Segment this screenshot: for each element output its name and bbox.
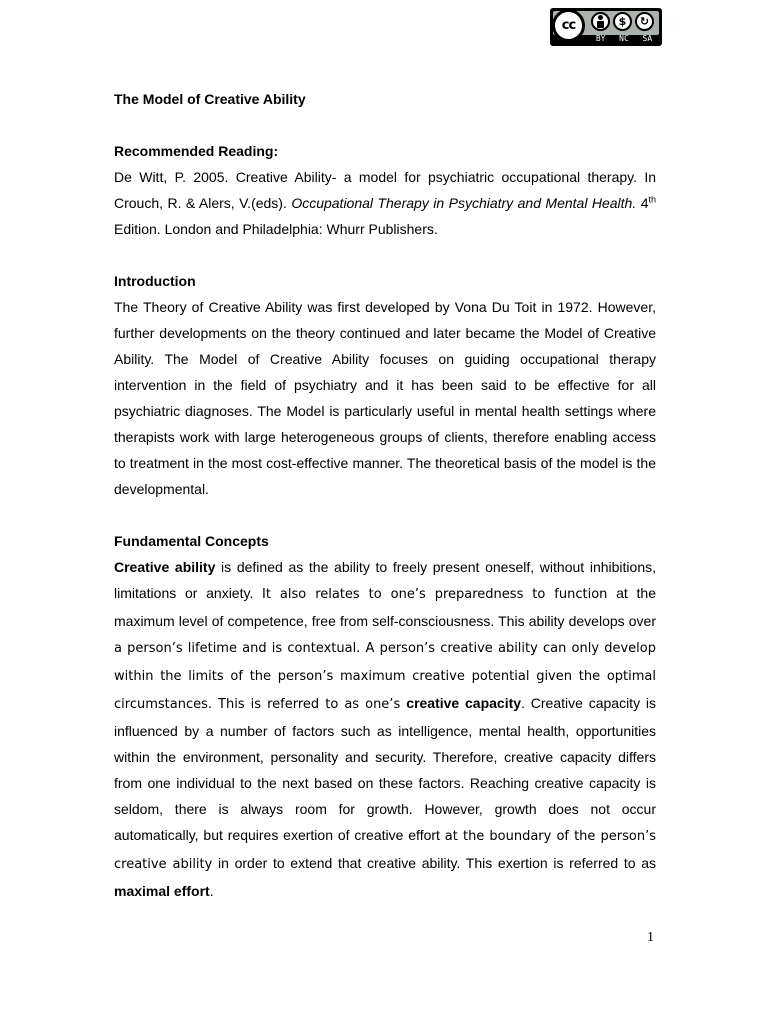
page-number: 1 xyxy=(647,930,654,945)
term-creative-capacity: creative capacity xyxy=(406,695,522,711)
fc-text2: at the maximum level of competence, free from self-consciousness. This ability develops over xyxy=(114,585,656,629)
reference-book-title: Occupational Therapy in Psychiatry and Mental Health. xyxy=(291,195,637,211)
badge-label-sa: SA xyxy=(642,34,653,43)
noncommercial-symbol: $ xyxy=(618,15,627,28)
noncommercial-icon xyxy=(613,12,632,31)
sharealike-icon xyxy=(635,12,654,31)
term-creative-ability: Creative ability xyxy=(114,559,216,575)
fc-text1b: It also relates to one’s preparedness to function xyxy=(262,587,608,602)
reference-edition: 4 xyxy=(636,195,649,211)
fc-text3: . Creative capacity is influenced by a number of factors such as intelligence, mental health, opportunities within the environment, personality and security. Therefore, creative capacity differs from one individual to the next based on these factors. Reaching creative capacity is seldom, there is always room for growth. However, growth does not occur automatically, but requires exertion of creative effort xyxy=(114,695,656,843)
fc-text5: . xyxy=(209,883,214,899)
term-maximal-effort: maximal effort xyxy=(114,883,210,899)
recommended-reading-heading: Recommended Reading: xyxy=(114,143,279,159)
document-title: The Model of Creative Ability xyxy=(114,91,306,107)
fc-text3b: at the boundary of the person’s creative ability xyxy=(114,829,656,872)
badge-label-nc: NC xyxy=(619,34,629,43)
badge-label-by: BY xyxy=(595,34,606,43)
fundamental-concepts-heading: Fundamental Concepts xyxy=(114,533,269,549)
fc-text4: in order to extend that creative ability. This exertion is referred to as xyxy=(212,855,656,871)
creative-commons-badge xyxy=(550,8,662,46)
attribution-head xyxy=(598,15,603,20)
reference-part1: De Witt, P. 2005. Creative Ability- a model for psychiatric occupational therapy. In Crouch, R. & Alers, V.(eds). xyxy=(114,169,656,211)
introduction-heading: Introduction xyxy=(114,273,196,289)
fundamental-concepts-paragraph xyxy=(114,554,656,904)
reference-paragraph xyxy=(114,164,656,242)
badge-labels xyxy=(589,33,659,44)
fc-text1: is defined as the ability to freely present oneself, without inhibitions, limitations or anxiety. xyxy=(114,559,656,601)
fc-text2b: a person’s lifetime and is contextual. A person’s creative ability can only develop within the limits of the person’s maximum creative potential given the optimal circumstances. This is referred to as one’s xyxy=(114,641,656,712)
document-body xyxy=(114,86,656,904)
introduction-paragraph: The Theory of Creative Ability was first developed by Vona Du Toit in 1972. However, further developments on the theory continued and later became the Model of Creative Ability. The Model of Creative Ability focuses on guiding occupational therapy intervention in the field of psychiatry and it has been said to be effective for all psychiatric diagnoses. The Model is particularly useful in mental health settings where therapists work with large heterogeneous groups of clients, therefore enabling access to treatment in the most cost-effective manner. The theoretical basis of the model is the developmental. xyxy=(114,299,656,497)
cc-icon: cc xyxy=(552,9,585,42)
sharealike-symbol: ↻ xyxy=(639,15,650,28)
attribution-body xyxy=(597,21,604,28)
attribution-icon xyxy=(591,12,610,31)
reference-part2: Edition. London and Philadelphia: Whurr Publishers. xyxy=(114,221,438,237)
reference-edition-suffix: th xyxy=(648,194,656,205)
